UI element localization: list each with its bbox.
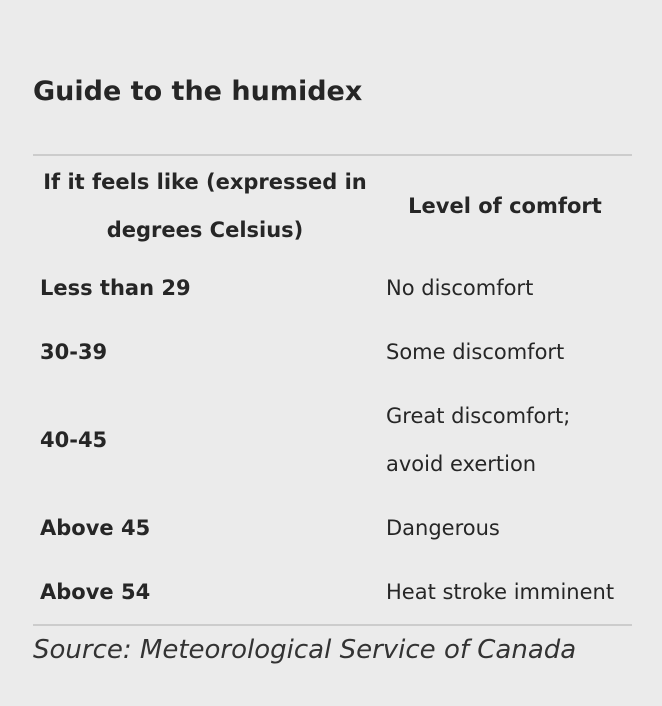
row-5-temperature: Above 54: [40, 580, 151, 604]
row-5-comfort: Heat stroke imminent: [386, 580, 615, 604]
page-title: Guide to the humidex: [33, 76, 363, 107]
row-3-comfort: Great discomfort; avoid exertion: [386, 404, 571, 476]
table-top-divider: [33, 154, 632, 156]
row-4-comfort: Dangerous: [386, 516, 500, 540]
source-caption: Source: Meteorological Service of Canada: [33, 635, 577, 665]
header-level-of-comfort: Level of comfort: [408, 194, 602, 218]
table-bottom-divider: [33, 624, 632, 626]
row-1-temperature: Less than 29: [40, 276, 191, 300]
row-2-comfort: Some discomfort: [386, 340, 565, 364]
row-4-temperature: Above 45: [40, 516, 151, 540]
row-3-temperature: 40-45: [40, 428, 108, 452]
row-1-comfort: No discomfort: [386, 276, 534, 300]
row-2-temperature: 30-39: [40, 340, 108, 364]
header-feels-like: If it feels like (expressed in degrees Celsius): [43, 170, 367, 242]
